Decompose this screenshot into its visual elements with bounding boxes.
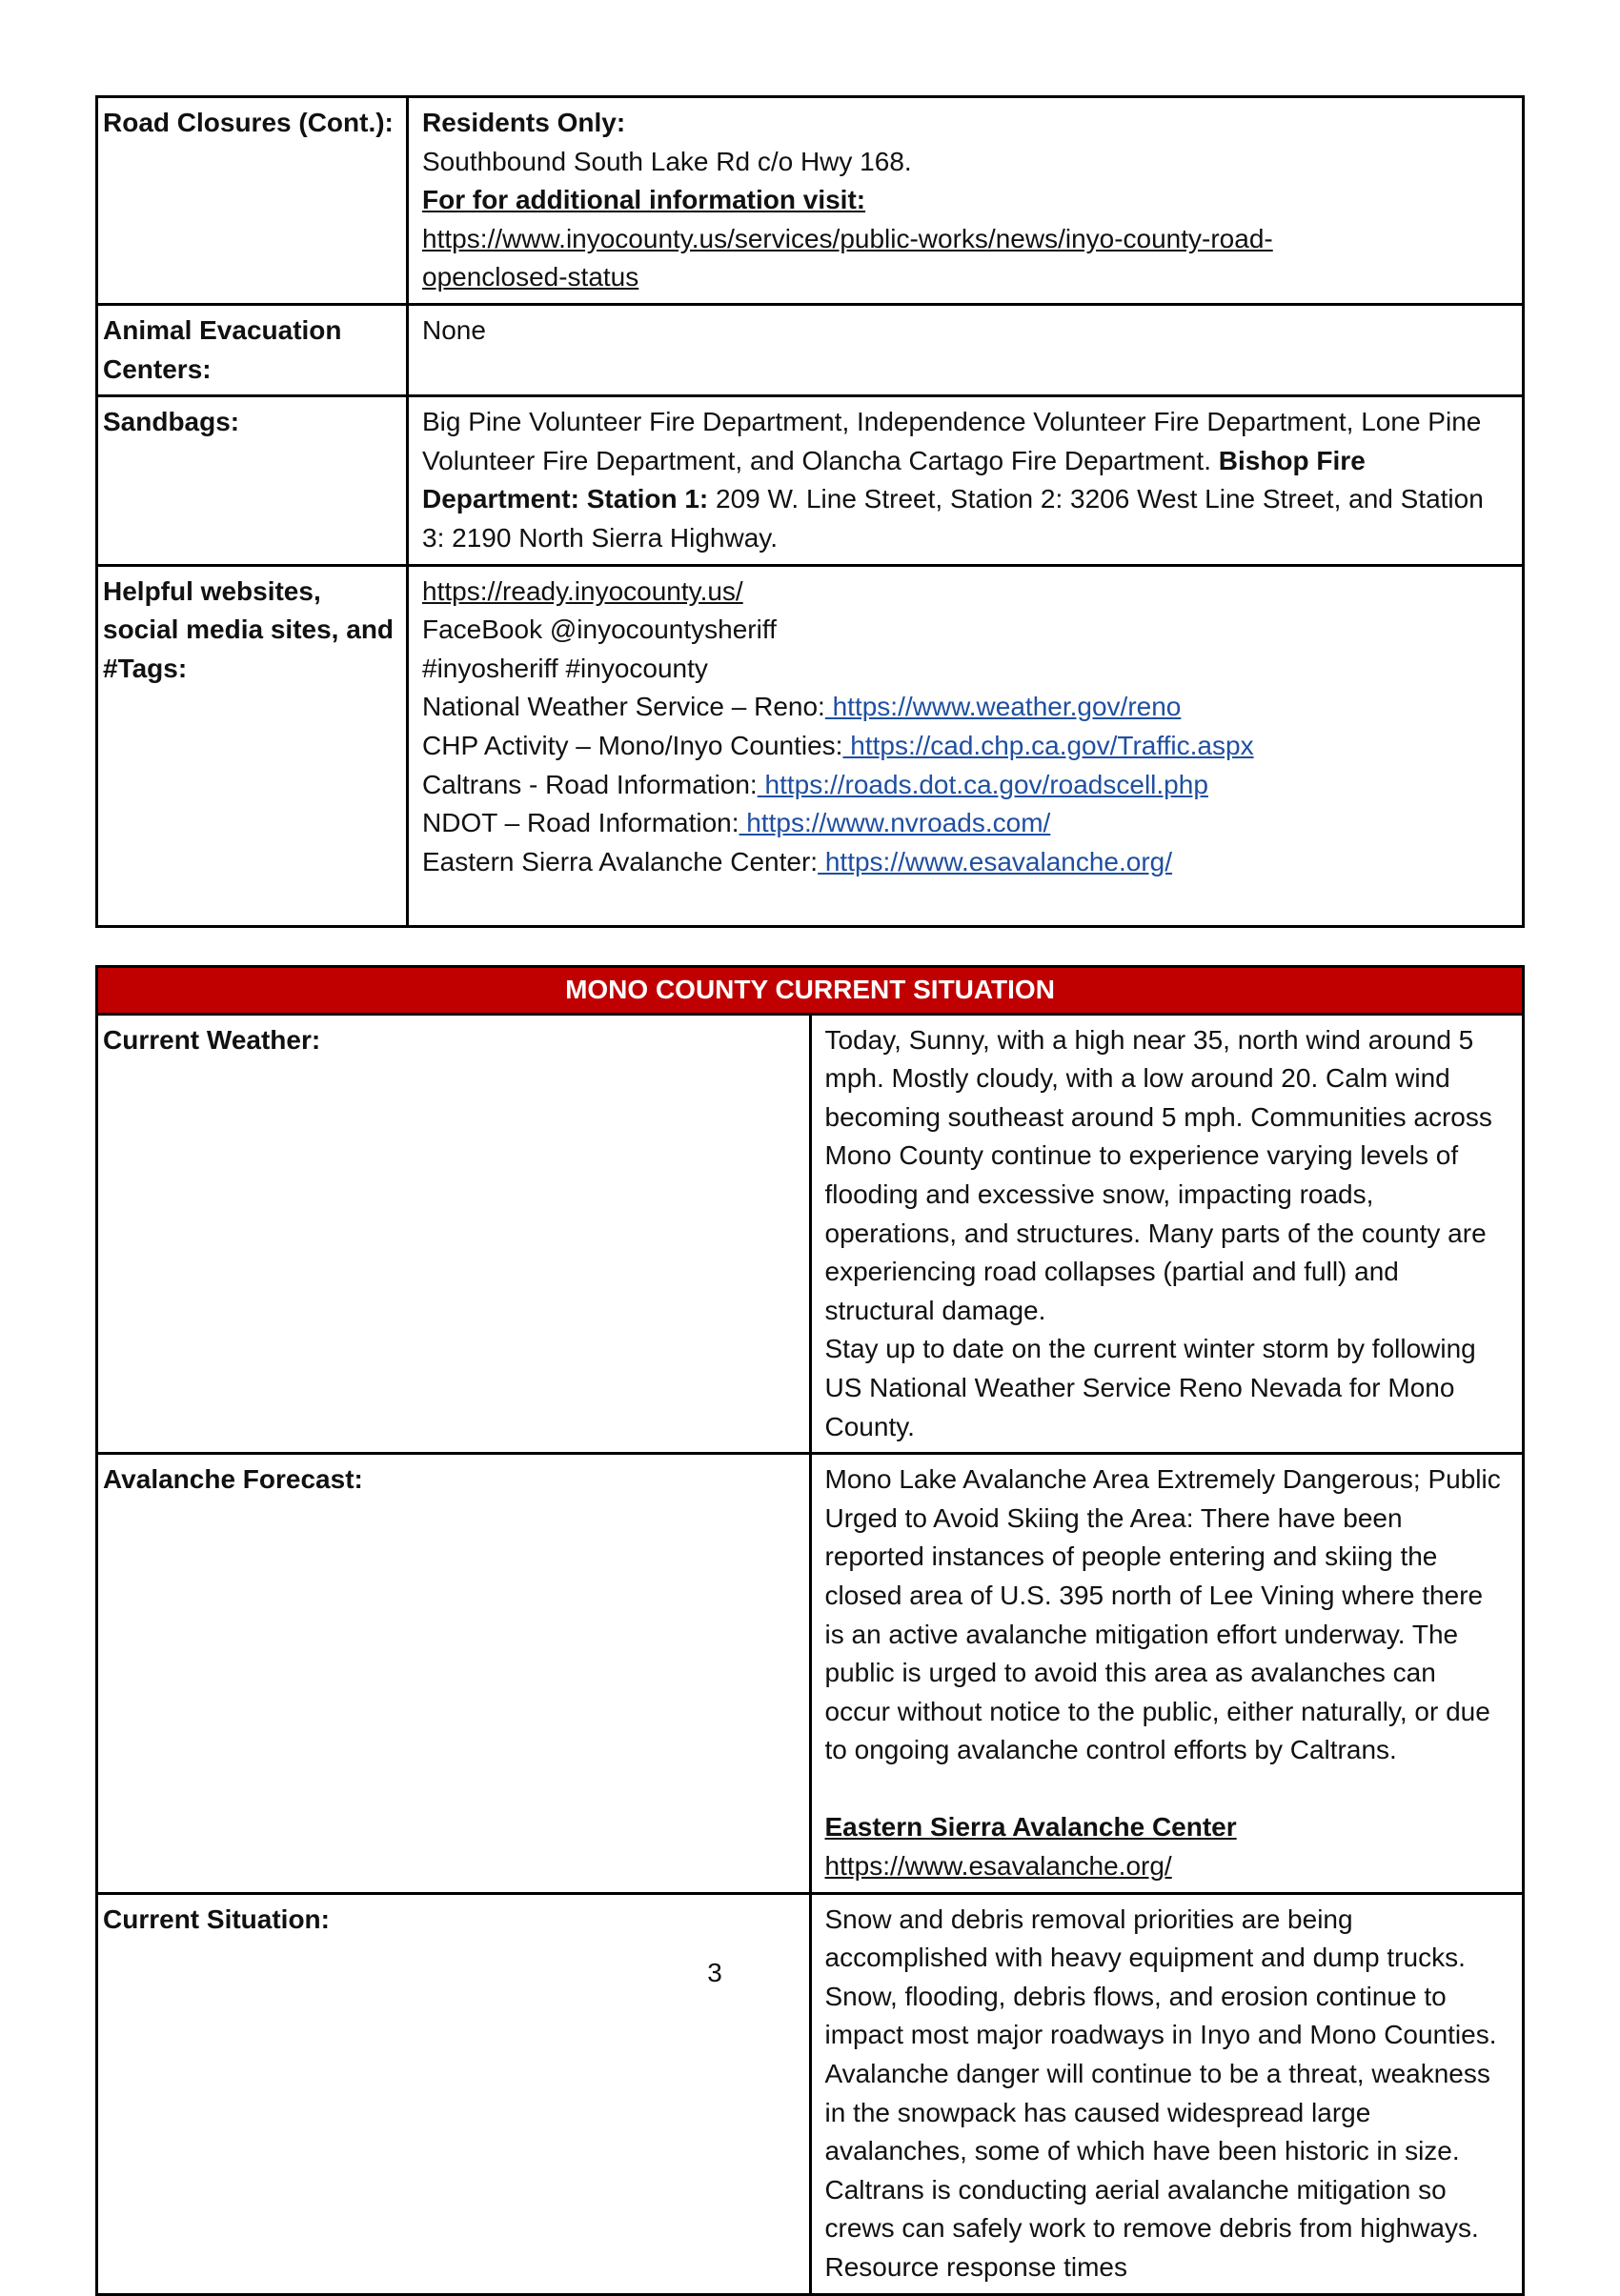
avalanche-center-title: Eastern Sierra Avalanche Center	[824, 1812, 1237, 1843]
road-status-link-part2: openclosed-status	[422, 262, 639, 292]
current-weather-row	[97, 1014, 1524, 1454]
sandbags-label: Sandbags:	[97, 396, 408, 565]
southbound-text: Southbound South Lake Rd c/o Hwy 168.	[422, 146, 912, 176]
current-weather-text: Today, Sunny, with a high near 35, north wind around 5 mph. Mostly cloudy, with a low around 20. Calm wind becoming southeast around 5 mph. Communities across Mono County continue to experience varying levels of flooding and excessive snow, impacting roads, operations, and structures. Many parts of the county are experiencing road collapses (partial and full) and structural damage.	[824, 1024, 1492, 1325]
inyo-info-table	[95, 95, 1525, 928]
avalanche-forecast-text: Mono Lake Avalanche Area Extremely Dangerous; Public Urged to Avoid Skiing the Area: There have been reported instances of people entering and skiing the closed area of U.S. 395 north of Lee Vining where there is an active avalanche mitigation effort underway. The public is urged to avoid this area as avalanches can occur without notice to the public, either naturally, or due to ongoing avalanche control efforts by Caltrans.	[824, 1464, 1501, 1765]
nws-line	[422, 688, 1509, 727]
avalanche-forecast-content	[810, 1454, 1524, 1894]
road-status-link[interactable]	[422, 220, 1509, 297]
avalanche-center-link[interactable]: https://www.esavalanche.org/	[824, 1851, 1172, 1882]
ready-inyo-link[interactable]: https://ready.inyocounty.us/	[422, 575, 743, 606]
caltrans-line	[422, 766, 1509, 805]
mono-situation-table	[95, 965, 1525, 2296]
current-situation-text: Snow and debris removal priorities are being accomplished with heavy equipment and dump trucks. Snow, flooding, debris flows, and erosion continue to impact most major roadways in Inyo and Mono Counties. Avalanche danger will continue to be a threat, weakness in the snowpack has caused widespread large avalanches, some of which have been historic in size. Caltrans is conducting aerial avalanche mitigation so crews can safely work to remove debris from highways. Resource response times	[810, 1893, 1524, 2294]
current-situation-row	[97, 1893, 1524, 2294]
residents-only-heading: Residents Only:	[422, 108, 626, 137]
nws-label: National Weather Service – Reno:	[422, 692, 825, 722]
animal-evac-value: None	[408, 305, 1524, 396]
avalanche-forecast-row	[97, 1454, 1524, 1894]
avalanche-spacer	[825, 1770, 1509, 1809]
mono-header: MONO COUNTY CURRENT SITUATION	[97, 967, 1524, 1015]
ndot-link[interactable]: https://www.nvroads.com/	[739, 808, 1051, 838]
animal-evac-label: Animal Evacuation Centers:	[97, 305, 408, 396]
sandbags-row	[97, 396, 1524, 565]
sandbags-text: Big Pine Volunteer Fire Department, Independence Volunteer Fire Department, Lone Pine Volunteer Fire Department, and Olancha Cartago Fire Department.	[422, 407, 1482, 475]
current-weather-label: Current Weather:	[97, 1014, 811, 1454]
avalanche-forecast-label: Avalanche Forecast:	[97, 1454, 811, 1894]
websites-content	[408, 565, 1524, 926]
current-weather-text2: Stay up to date on the current winter storm by following US National Weather Service Reno Nevada for Mono County.	[824, 1334, 1476, 1441]
websites-label: Helpful websites, social media sites, and #Tags:	[97, 565, 408, 926]
facebook-text: FaceBook @inyocountysheriff	[422, 614, 777, 645]
esac-line	[422, 843, 1509, 882]
current-weather-content	[810, 1014, 1524, 1454]
animal-evac-row	[97, 305, 1524, 396]
websites-row	[97, 565, 1524, 926]
chp-link[interactable]: https://cad.chp.ca.gov/Traffic.aspx	[842, 730, 1254, 760]
ndot-line	[422, 804, 1509, 843]
road-closures-content	[408, 97, 1524, 305]
mono-header-row	[97, 967, 1524, 1015]
sandbags-content	[408, 396, 1524, 565]
bishop-fire-text: 209 W. Line Street, Station 2: 3206 West Line Street, and Station 3: 2190 North Sierra Highway.	[422, 484, 1484, 553]
esac-link[interactable]: https://www.esavalanche.org/	[818, 846, 1173, 876]
chp-line	[422, 727, 1509, 766]
caltrans-label: Caltrans - Road Information:	[422, 769, 758, 799]
ndot-label: NDOT – Road Information:	[422, 808, 739, 838]
hashtags-text: #inyosheriff #inyocounty	[422, 653, 708, 683]
road-status-link-part1: https://www.inyocounty.us/services/public-works/news/inyo-county-road-	[422, 223, 1273, 253]
page-number: 3	[707, 1958, 722, 1987]
road-closures-row	[97, 97, 1524, 305]
road-closures-label: Road Closures (Cont.):	[97, 97, 408, 305]
nws-link[interactable]: https://www.weather.gov/reno	[824, 692, 1182, 722]
chp-label: CHP Activity – Mono/Inyo Counties:	[422, 730, 843, 760]
additional-info-heading: For for additional information visit:	[422, 185, 866, 215]
bishop-fire-label: Bishop Fire Department: Station 1:	[422, 445, 1366, 514]
esac-label: Eastern Sierra Avalanche Center:	[422, 846, 819, 876]
caltrans-link[interactable]: https://roads.dot.ca.gov/roadscell.php	[757, 769, 1208, 799]
current-situation-label: Current Situation:	[97, 1893, 811, 2294]
